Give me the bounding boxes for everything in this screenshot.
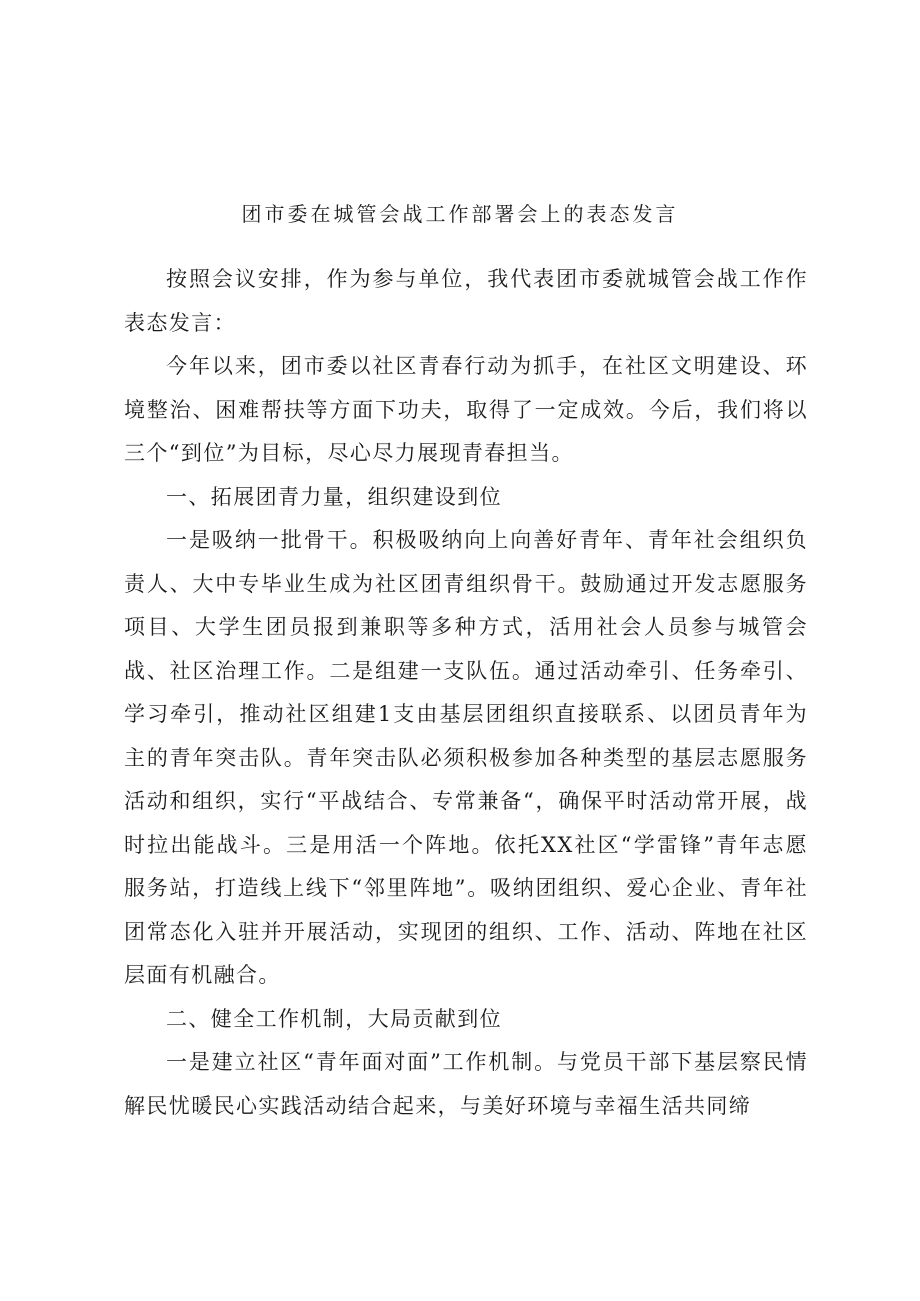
overview-paragraph: 今年以来，团市委以社区青春行动为抓手，在社区文明建设、环境整治、困难帮扶等方面下功夫，取得了一定成效。今后，我们将以三个“到位”为目标，尽心尽力展现青春担当。	[124, 354, 808, 465]
intro-paragraph: 按照会议安排，作为参与单位，我代表团市委就城管会战工作作表态发言：	[124, 267, 808, 335]
section-heading-2: 二、健全工作机制，大局贡献到位	[166, 1006, 502, 1031]
section-heading-1: 一、拓展团青力量，组织建设到位	[166, 484, 502, 509]
document-body	[124, 258, 808, 1128]
section-2-paragraph: 一是建立社区“青年面对面”工作机制。与党员干部下基层察民情解民忧暖民心实践活动结合起来，与美好环境与幸福生活共同缔	[124, 1050, 808, 1118]
document-title: 团市委在城管会战工作部署会上的表态发言	[241, 202, 679, 226]
section-1-paragraph: 一是吸纳一批骨干。积极吸纳向上向善好青年、青年社会组织负责人、大中专毕业生成为社区团青组织骨干。鼓励通过开发志愿服务项目、大学生团员报到兼职等多种方式，活用社会人员参与城管会战、社区治理工作。二是组建一支队伍。通过活动牵引、任务牵引、学习牵引，推动社区组建1支由基层团组织直接联系、以团员青年为主的青年突击队。青年突击队必须积极参加各种类型的基层志愿服务活动和组织，实行“平战结合、专常兼备“，确保平时活动常开展，战时拉出能战斗。三是用活一个阵地。依托XX社区“学雷锋”青年志愿服务站，打造线上线下“邻里阵地”。吸纳团组织、爱心企业、青年社团常态化入驻并开展活动，实现团的组织、工作、活动、阵地在社区层面有机融合。	[124, 528, 808, 987]
